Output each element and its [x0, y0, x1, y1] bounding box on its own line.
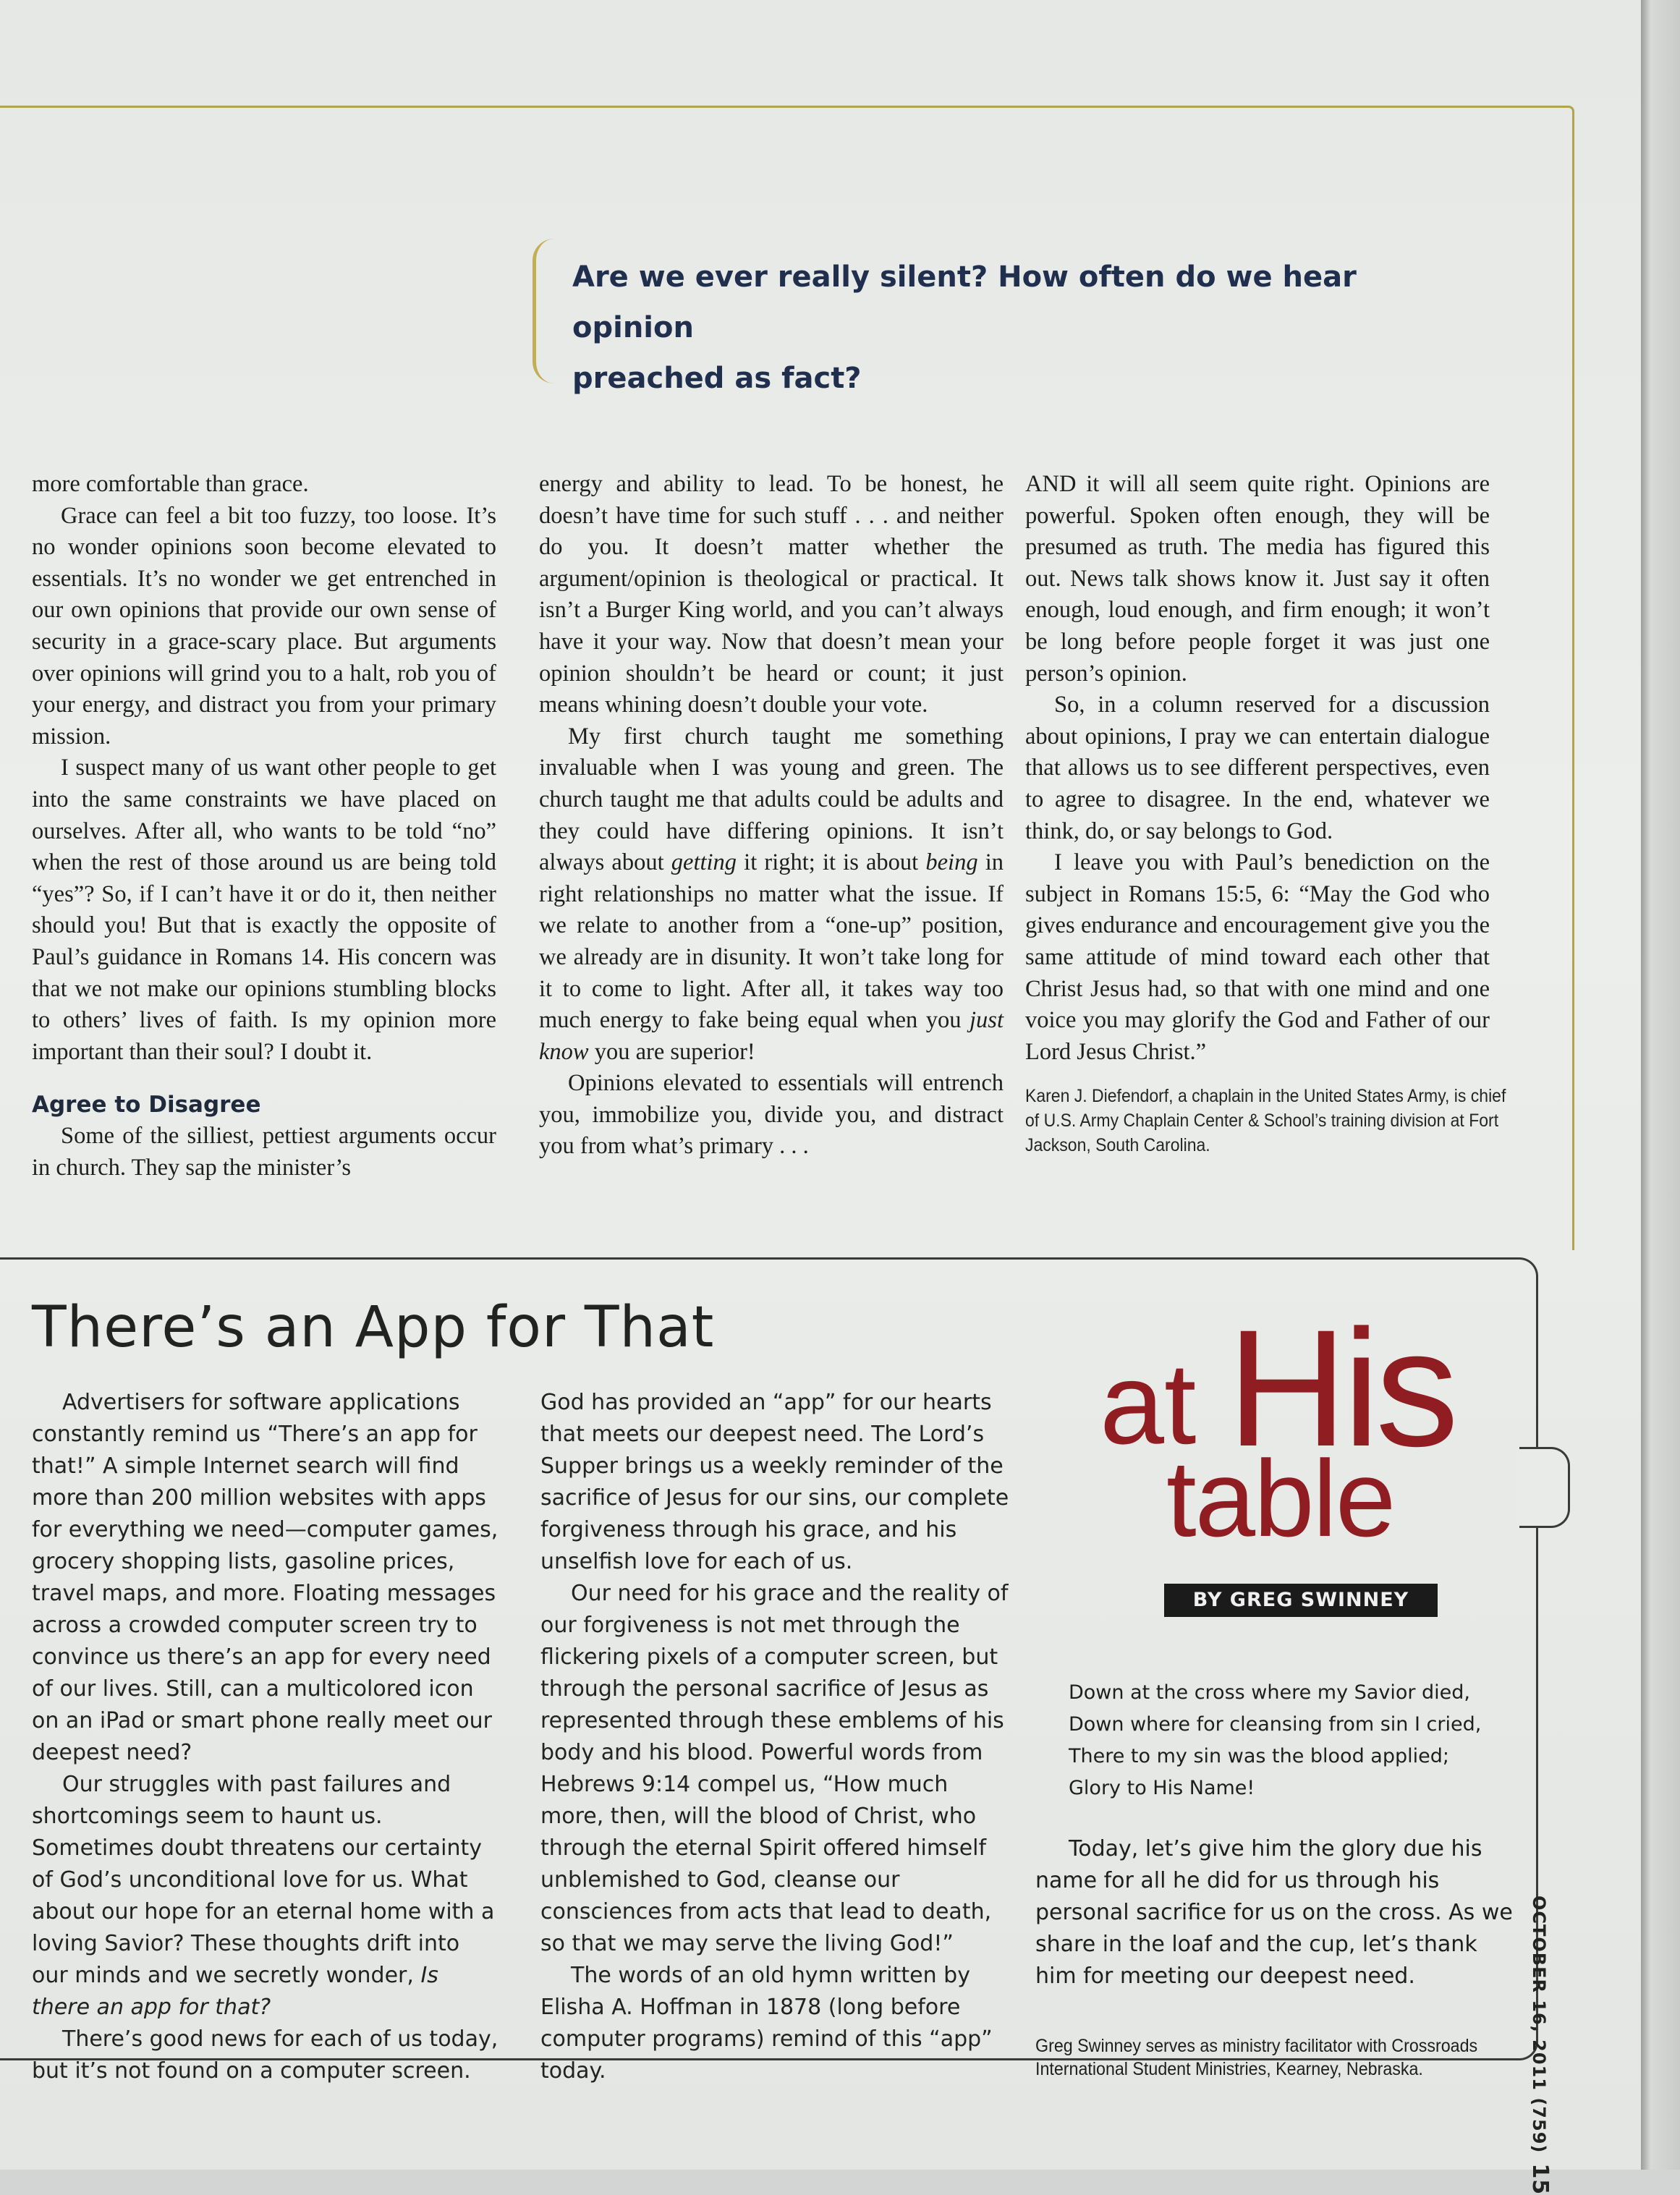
author-bio: Karen J. Diefendorf, a chaplain in the United States Army, is chief of U.S. Army Chaplain Center & School’s training division at Fort Jackson, South Carolina.: [1025, 1086, 1506, 1156]
pull-quote-line-1: Are we ever really silent? How often do we hear opinion: [572, 260, 1357, 344]
column-title: There’s an App for That: [32, 1295, 715, 1360]
hymn-line: There to my sin was the blood applied;: [1069, 1745, 1449, 1767]
frame-tab-joint: [1516, 1449, 1524, 1526]
paragraph: There’s good news for each of us today, but it’s not found on a computer screen.: [32, 2026, 499, 2084]
article-column-1: [32, 469, 496, 1184]
article-column-2: [539, 469, 1004, 1163]
article-column-3: [1025, 469, 1506, 1158]
paragraph: Grace can feel a bit too fuzzy, too loose. It’s no wonder opinions soon become elevated to essentials. It’s no wonder we get entrenched in our own opinions that provide our own sense of security in a grace-scary place. But arguments over opinions will grind you to a halt, rob you of your energy, and distract you from your primary mission.: [32, 502, 496, 750]
hymn-line: Down where for cleansing from sin I cried,: [1069, 1713, 1482, 1736]
page-number: 15: [1527, 2163, 1553, 2195]
text-run: you are superior!: [588, 1038, 755, 1065]
closing-paragraph: [1035, 1833, 1513, 1992]
hymn-line: Glory to His Name!: [1069, 1777, 1255, 1799]
paragraph: I suspect many of us want other people to get into the same constraints we have placed on ourselves. After all, who wants to be told “no” when the rest of those around us are being told “yes”? So, if I can’t have it or do it, then neither should you! But that is exactly the opposite of Paul’s guidance in Romans 14. His concern was that we not make our opinions stumbling blocks to others’ lives of faith. Is my opinion more important than their soul? I doubt it.: [32, 755, 496, 1065]
section-heading: Agree to Disagree: [32, 1092, 261, 1118]
text-run: Our struggles with past failures and shortcomings seem to haunt us. Sometimes doubt threatens our certainty of God’s unconditional love for us. What about our hope for an eternal home with a loving Savior? These thoughts drift into our minds and we secretly wonder,: [32, 1772, 495, 1988]
emphasis: just know: [539, 1007, 1004, 1065]
pull-quote-line-2: preached as fact?: [572, 362, 862, 395]
logo-his: His: [1227, 1295, 1455, 1481]
paragraph: The words of an old hymn written by Elisha A. Hoffman in 1878 (long before computer programs) remind of this “app” today.: [540, 1963, 993, 2084]
emphasis: getting: [671, 849, 737, 876]
paragraph: I leave you with Paul’s benediction on the subject in Romans 15:5, 6: “May the God who gives endurance and encouragement give you the same attitude of mind toward each other that Christ Jesus had, so that with one mind and one voice you may glorify the God and Father of our Lord Jesus Christ.”: [1025, 849, 1490, 1065]
text-run: My first church taught me something invaluable when I was young and green. The church taught me that adults could be adults and they could have differing opinions. It isn’t always about: [539, 723, 1004, 876]
emphasis: Is there an app for that?: [32, 1963, 438, 2020]
column-text-2: [540, 1387, 1011, 2087]
paragraph: God has provided an “app” for our hearts that meets our deepest need. The Lord’s Supper brings us a weekly reminder of the sacrifice of Jesus for our sins, our complete forgiveness through his grace, and his unselfish love for each of us.: [540, 1390, 1009, 1574]
author-bio: Greg Swinney serves as ministry facilitator with Crossroads International Student Ministries, Kearney, Nebraska.: [1035, 2036, 1478, 2079]
paragraph: [32, 1769, 502, 2024]
byline: BY GREG SWINNEY: [1164, 1584, 1438, 1617]
hymn-lyrics: [1069, 1677, 1503, 1804]
column-text-1: [32, 1387, 502, 2087]
paragraph: Today, let’s give him the glory due his name for all he did for us through his personal sacrifice for us on the cross. As we share in the loaf and the cup, let’s thank him for meeting our deepest need.: [1035, 1836, 1513, 1989]
paragraph: So, in a column reserved for a discussion about opinions, I pray we can entertain dialogue that allows us to see different perspectives, even to agree to disagree. In the end, whatever we think, do, or say belongs to God.: [1025, 692, 1490, 844]
text-run: it right; it is about: [737, 849, 926, 876]
paragraph: Some of the silliest, pettiest arguments occur in church. They sap the minister’s: [32, 1123, 496, 1181]
pull-quote: [533, 239, 1444, 395]
paragraph: energy and ability to lead. To be honest, he doesn’t have time for such stuff . . . and neither do you. It doesn’t matter whether the argument/opinion is theological or practical. It isn’t a Burger King world, and you can’t always have it your way. Now that doesn’t mean your opinion shouldn’t be heard or count; it just means whining doesn’t double your vote.: [539, 471, 1004, 718]
text-run: in right relationships no matter what the issue. If we relate to another from a “one-up” position, we already are in disunity. It won’t take long for it to come to light. After all, it takes way too much energy to fake being equal when you: [539, 849, 1004, 1034]
paragraph: more comfortable than grace.: [32, 471, 309, 497]
paragraph: Our need for his grace and the reality of our forgiveness is not met through the flickering pixels of a computer screen, but through the personal sacrifice of Jesus as represented through these emblems of his body and his blood. Powerful words from Hebrews 9:14 compel us, “How much more, then, will the blood of Christ, who through the eternal Spirit offered himself unblemished to God, cleanse our consciences from acts that lead to death, so that we may serve the living God!”: [540, 1581, 1009, 1956]
at-his-table-logo: [1100, 1295, 1476, 1592]
logo-table: table: [1166, 1438, 1395, 1559]
paragraph: [539, 721, 1004, 1069]
paragraph: Opinions elevated to essentials will entrench you, immobilize you, divide you, and distract you from what’s primary . . .: [539, 1070, 1004, 1160]
hymn-line: Down at the cross where my Savior died,: [1069, 1681, 1470, 1704]
page-folio: [1525, 1895, 1554, 2195]
frame-tab: [1519, 1447, 1570, 1528]
logo-at: at: [1100, 1338, 1197, 1468]
paragraph: Advertisers for software applications constantly remind us “There’s an app for that!” A simple Internet search will find more than 200 million websites with apps for everything we need—computer games, grocery shopping lists, gasoline prices, travel maps, and more. Floating messages across a crowded computer screen try to convince us there’s an app for every need of our lives. Still, can a multicolored icon on an iPad or smart phone really meet our deepest need?: [32, 1390, 499, 1765]
paragraph: AND it will all seem quite right. Opinions are powerful. Spoken often enough, they will be presumed as truth. The media has figured this out. News talk shows know it. Just say it often enough, loud enough, and firm enough; it won’t be long before people forget it was just one person’s opinion.: [1025, 471, 1490, 687]
emphasis: being: [925, 849, 978, 876]
page-binding-edge: [1641, 0, 1680, 2170]
issue-date: OCTOBER 16, 2011 (759): [1529, 1895, 1549, 2154]
